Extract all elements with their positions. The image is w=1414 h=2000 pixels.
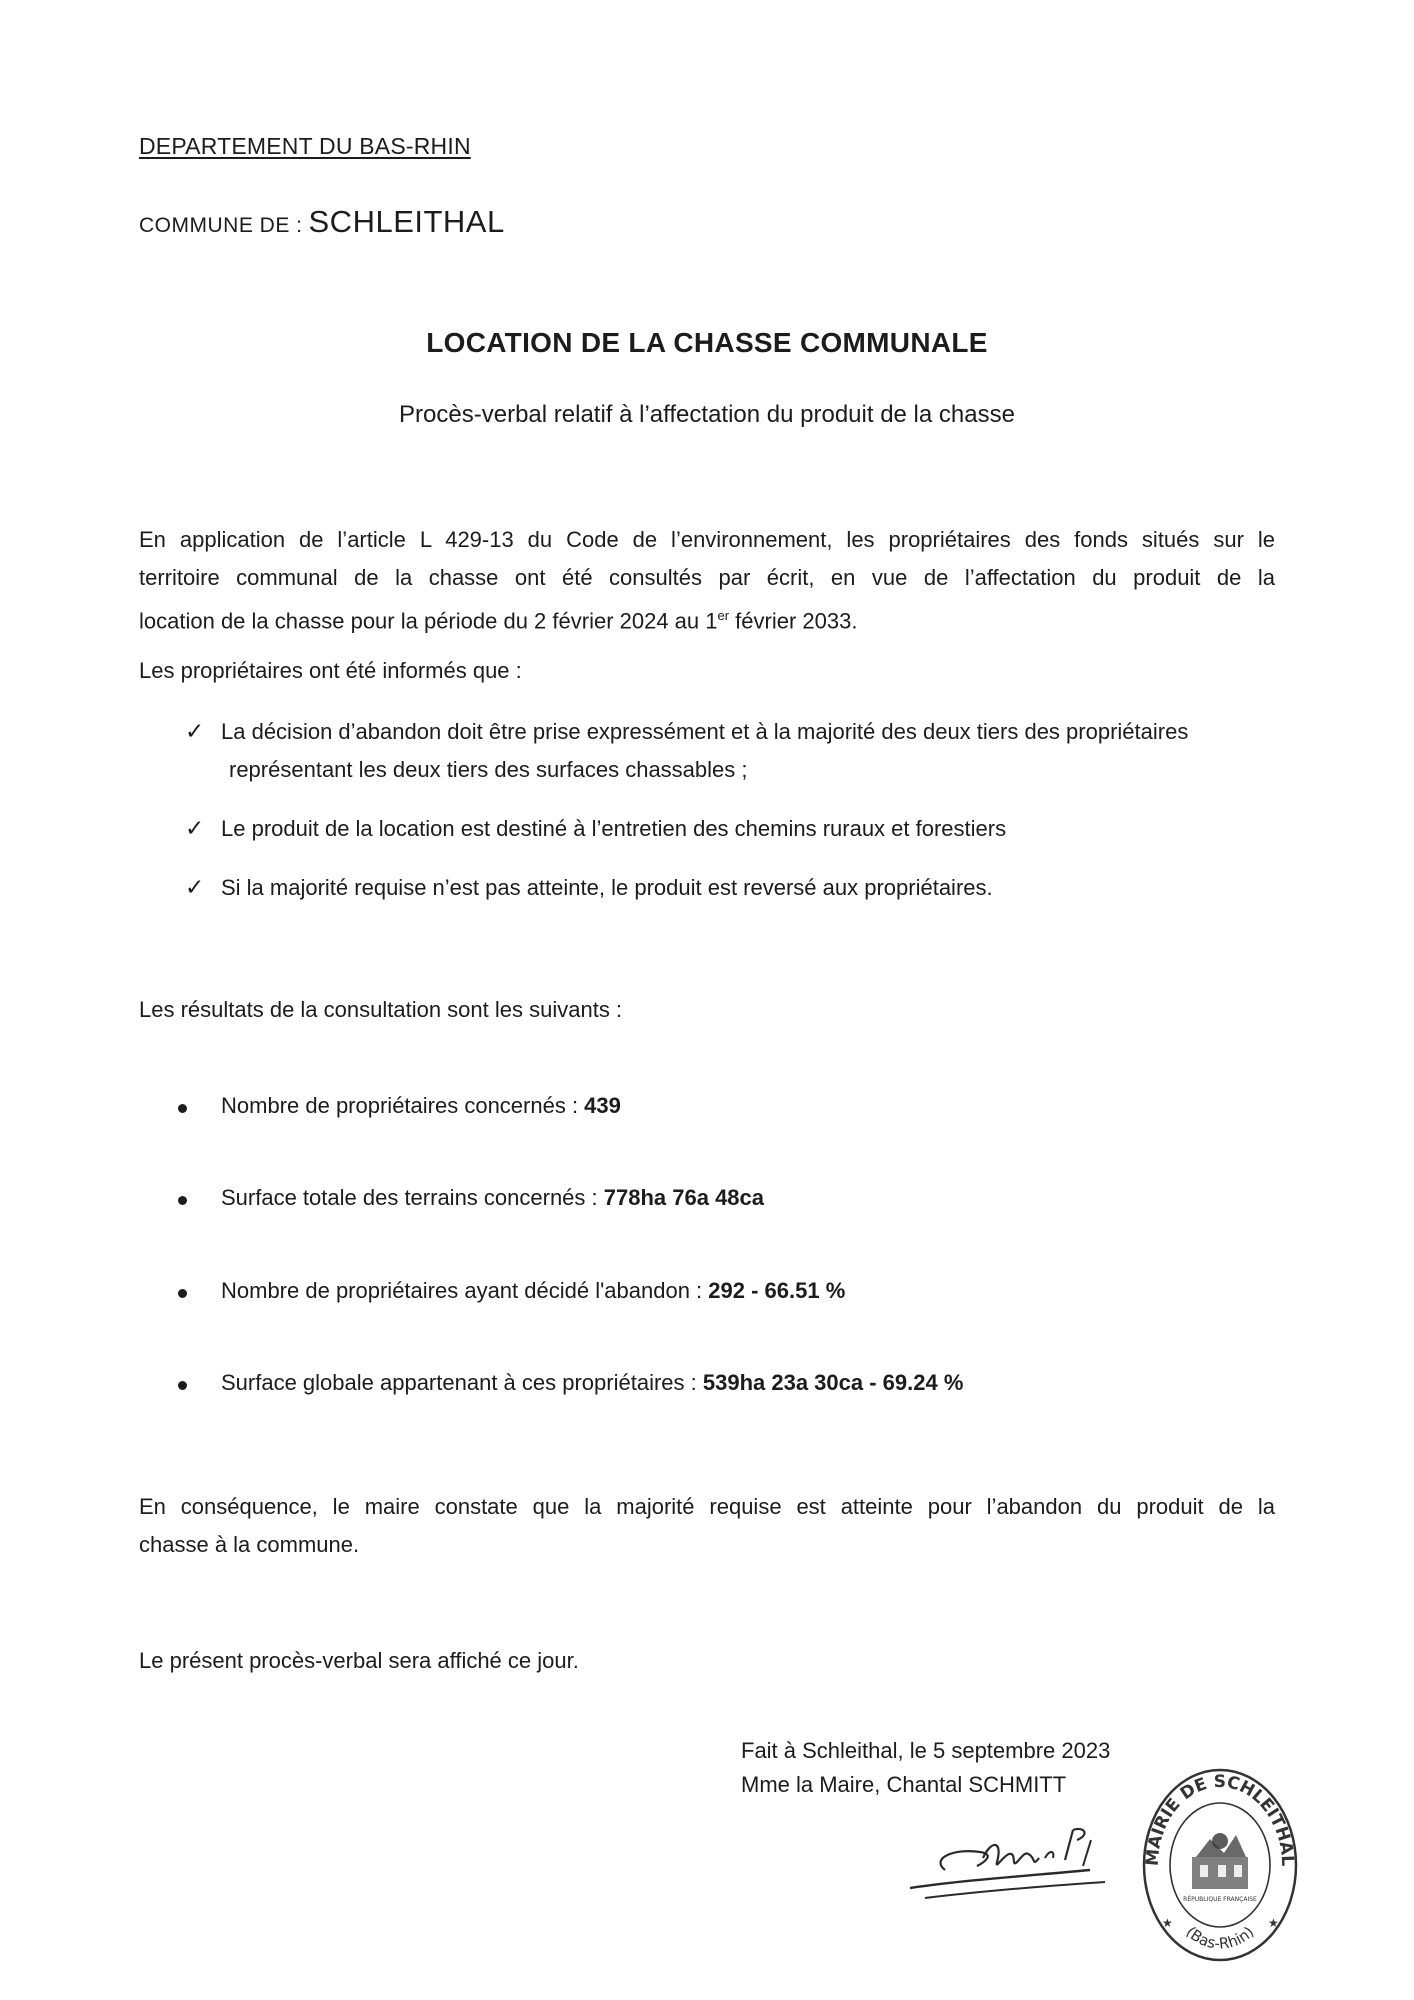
stamp-small-text: RÉPUBLIQUE FRANÇAISE [1183, 1896, 1257, 1903]
conclusion-paragraph [139, 1488, 1275, 1564]
result-4-value: 539ha 23a 30ca - 69.24 % [702, 1370, 964, 1395]
condition-text [221, 713, 1275, 789]
conclusion-line-2: chasse à la commune. [139, 1532, 360, 1557]
stamp-emblem-icon [1192, 1833, 1248, 1889]
result-4-label: Surface globale appartenant à ces propriétaires : [221, 1370, 703, 1395]
stamp-star-icon: ★ [1162, 1916, 1173, 1930]
place-date: Fait à Schleithal, le 5 septembre 2023 [741, 1738, 1111, 1763]
result-text [221, 1185, 764, 1210]
result-1-label: Nombre de propriétaires concernés : [221, 1093, 585, 1118]
result-1-value: 439 [584, 1093, 621, 1118]
bullet-icon [178, 1104, 187, 1113]
condition-item [185, 713, 1275, 789]
stamp-star-icon: ★ [1268, 1916, 1279, 1930]
condition-3-line-1: Si la majorité requise n’est pas atteinte, le produit est reversé aux propriétaires. [221, 875, 993, 900]
bullet-icon [178, 1381, 187, 1390]
result-text [221, 1093, 621, 1118]
check-icon: ✓ [185, 875, 205, 901]
bullet-icon [178, 1196, 187, 1205]
department-heading: DEPARTEMENT DU BAS-RHIN [139, 133, 471, 159]
condition-item [185, 810, 1275, 848]
stamp-bottom-text: (Bas-Rhin) [1182, 1922, 1258, 1953]
intro-paragraph [139, 521, 1275, 640]
condition-1-line-1: La décision d’abandon doit être prise expressément et à la majorité des deux tiers des propriétaires [221, 719, 1189, 744]
informed-intro: Les propriétaires ont été informés que : [139, 658, 522, 683]
intro-line-3-b: février 2033. [729, 608, 858, 634]
intro-line-3-sup: er [717, 608, 730, 623]
result-item [178, 1370, 963, 1396]
result-item [178, 1093, 621, 1119]
handwritten-signature [905, 1800, 1135, 1920]
conclusion-line-1: En conséquence, le maire constate que la majorité requise est atteinte pour l’abandon du produit de la [139, 1494, 1275, 1519]
result-3-label: Nombre de propriétaires ayant décidé l'abandon : [221, 1278, 709, 1303]
commune-name: SCHLEITHAL [308, 204, 505, 239]
signatory-name: Mme la Maire, Chantal SCHMITT [741, 1772, 1067, 1797]
result-text [221, 1370, 963, 1395]
commune-prefix: COMMUNE DE : [139, 214, 303, 237]
condition-2-line-1: Le produit de la location est destiné à l’entretien des chemins ruraux et forestiers [221, 816, 1007, 841]
intro-line-1: En application de l’article L 429-13 du Code de l’environnement, les propriétaires des fonds situés sur le [139, 527, 1275, 552]
official-stamp [1140, 1765, 1300, 1965]
condition-item [185, 869, 1275, 907]
bullet-icon [178, 1289, 187, 1298]
document-subtitle: Procès-verbal relatif à l’affectation du produit de la chasse [399, 401, 1015, 428]
stamp-top-text: MAIRIE DE SCHLEITHAL [1142, 1771, 1298, 1867]
intro-line-3-a: location de la chasse pour la période du 2 février 2024 au 1 [139, 608, 718, 634]
result-3-value: 292 - 66.51 % [708, 1278, 846, 1303]
display-notice: Le présent procès-verbal sera affiché ce jour. [139, 1648, 579, 1673]
result-2-value: 778ha 76a 48ca [603, 1185, 765, 1210]
commune-heading [139, 204, 505, 240]
check-icon: ✓ [185, 719, 205, 745]
condition-1-line-2: représentant les deux tiers des surfaces chassables ; [229, 757, 748, 782]
result-item [178, 1185, 764, 1211]
intro-line-3 [139, 597, 1275, 640]
intro-line-2: territoire communal de la chasse ont été consultés par écrit, en vue de l’affectation du produit de la [139, 565, 1275, 590]
check-icon: ✓ [185, 816, 205, 842]
result-item [178, 1278, 845, 1304]
results-intro: Les résultats de la consultation sont les suivants : [139, 997, 623, 1022]
document-title: LOCATION DE LA CHASSE COMMUNALE [426, 327, 988, 358]
result-2-label: Surface totale des terrains concernés : [221, 1185, 604, 1210]
result-text [221, 1278, 845, 1303]
